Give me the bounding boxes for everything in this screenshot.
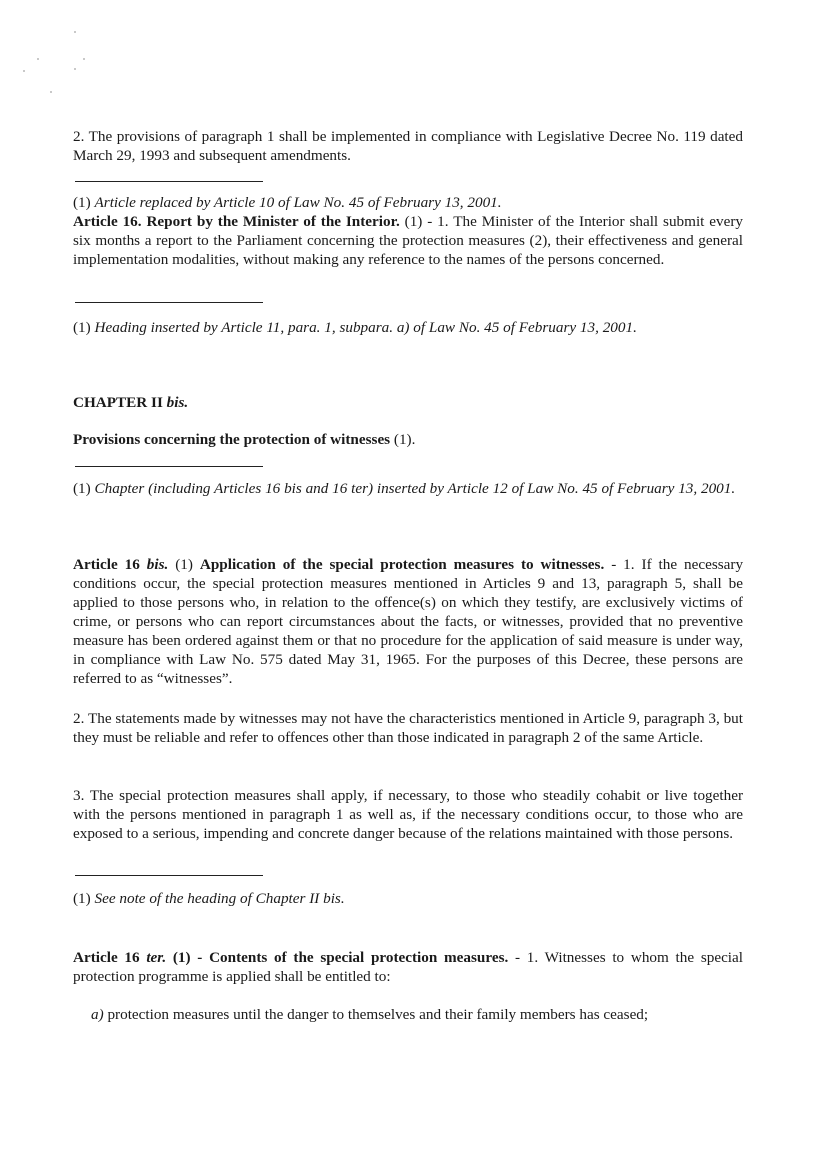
- footnote-text: Heading inserted by Article 11, para. 1, subpara. a) of Law No. 45 of February 13, 2001.: [94, 319, 637, 336]
- article-16: [73, 212, 743, 269]
- article-16-ter: [73, 948, 743, 986]
- footnote-rule: [75, 181, 263, 182]
- paragraph-2: 2. The statements made by witnesses may not have the characteristics mentioned in Article 9, paragraph 3, but they must be reliable and refer to offences other than those indicated in paragraph 2 of the same Article.: [73, 710, 743, 746]
- paragraph-3: 3. The special protection measures shall apply, if necessary, to those who steadily cohabit or live together with the persons mentioned in paragraph 1 as well as, if the necessary conditions occur, to those who are exposed to a serious, impending and concrete danger because of the relations maintained with those persons.: [73, 787, 743, 842]
- footnote: [73, 318, 743, 337]
- chapter-title: [73, 393, 743, 412]
- footnote: [73, 479, 743, 498]
- article-label: Article 16: [73, 949, 140, 966]
- article-lead: - 1.: [515, 949, 539, 966]
- article-body: The Minister of the Interior shall submit every six months a report to the Parliament concerning the protection measures (2), their effectiveness and general implementation modalities, without making any reference to the names of the persons concerned.: [73, 213, 743, 268]
- footnote-rule: [75, 466, 263, 467]
- article-body: Witnesses to whom the special protection programme is applied shall be entitled to:: [73, 949, 743, 985]
- footnote: [73, 193, 743, 212]
- chapter-subtitle: [73, 430, 743, 449]
- article-16-bis: [73, 555, 743, 688]
- paragraph-2: 2. The provisions of paragraph 1 shall be implemented in compliance with Legislative Decree No. 119 dated March 29, 1993 and subsequent amendments.: [73, 128, 743, 164]
- footnote-text: Article replaced by Article 10 of Law No. 45 of February 13, 2001.: [94, 194, 502, 211]
- article-label-suffix: ter.: [146, 949, 167, 966]
- footnote: [73, 889, 743, 908]
- article-heading: Application of the special protection measures to witnesses.: [199, 556, 605, 573]
- article-note: (1): [175, 556, 193, 573]
- footnote-rule: [75, 875, 263, 876]
- footnote-rule: [75, 302, 263, 303]
- chapter-title-text: CHAPTER II: [73, 394, 163, 411]
- article-body: If the necessary conditions occur, the special protection measures mentioned in Articles 9 and 13, paragraph 5, shall be applied to those persons who, in relation to the offence(s) on which they testify, are exclusively victims of crime, or persons who can report circumstances about the facts, or witnesses, provided that no preventive measure has been ordered against them or that no procedure for the application of said measure is under way, in compliance with Law No. 575 dated May 31, 1965. For the purposes of this Decree, these persons are referred to as “witnesses”.: [73, 556, 744, 687]
- article-label-suffix: bis.: [146, 556, 169, 573]
- footnote-number: (1): [73, 319, 91, 336]
- footnote-text: Chapter (including Articles 16 bis and 16 ter) inserted by Article 12 of Law No. 45 of February 13, 2001.: [94, 480, 736, 497]
- list-item-letter: a): [91, 1006, 104, 1023]
- chapter-subtitle-text: Provisions concerning the protection of witnesses: [73, 431, 391, 448]
- article-heading: (1) - Contents of the special protection measures.: [172, 949, 509, 966]
- article-note: (1) - 1.: [404, 213, 449, 230]
- article-lead: - 1.: [611, 556, 635, 573]
- article-heading: Article 16. Report by the Minister of the Interior.: [73, 213, 400, 230]
- list-item-text: protection measures until the danger to themselves and their family members has ceased;: [107, 1006, 649, 1023]
- footnote-number: (1): [73, 480, 91, 497]
- footnote-number: (1): [73, 194, 91, 211]
- footnote-number: (1): [73, 890, 91, 907]
- article-label: Article 16: [73, 556, 140, 573]
- chapter-subtitle-note: (1).: [393, 431, 416, 448]
- footnote-text: See note of the heading of Chapter II bis.: [94, 890, 345, 907]
- list-item: [91, 1005, 746, 1024]
- chapter-title-suffix: bis.: [166, 394, 189, 411]
